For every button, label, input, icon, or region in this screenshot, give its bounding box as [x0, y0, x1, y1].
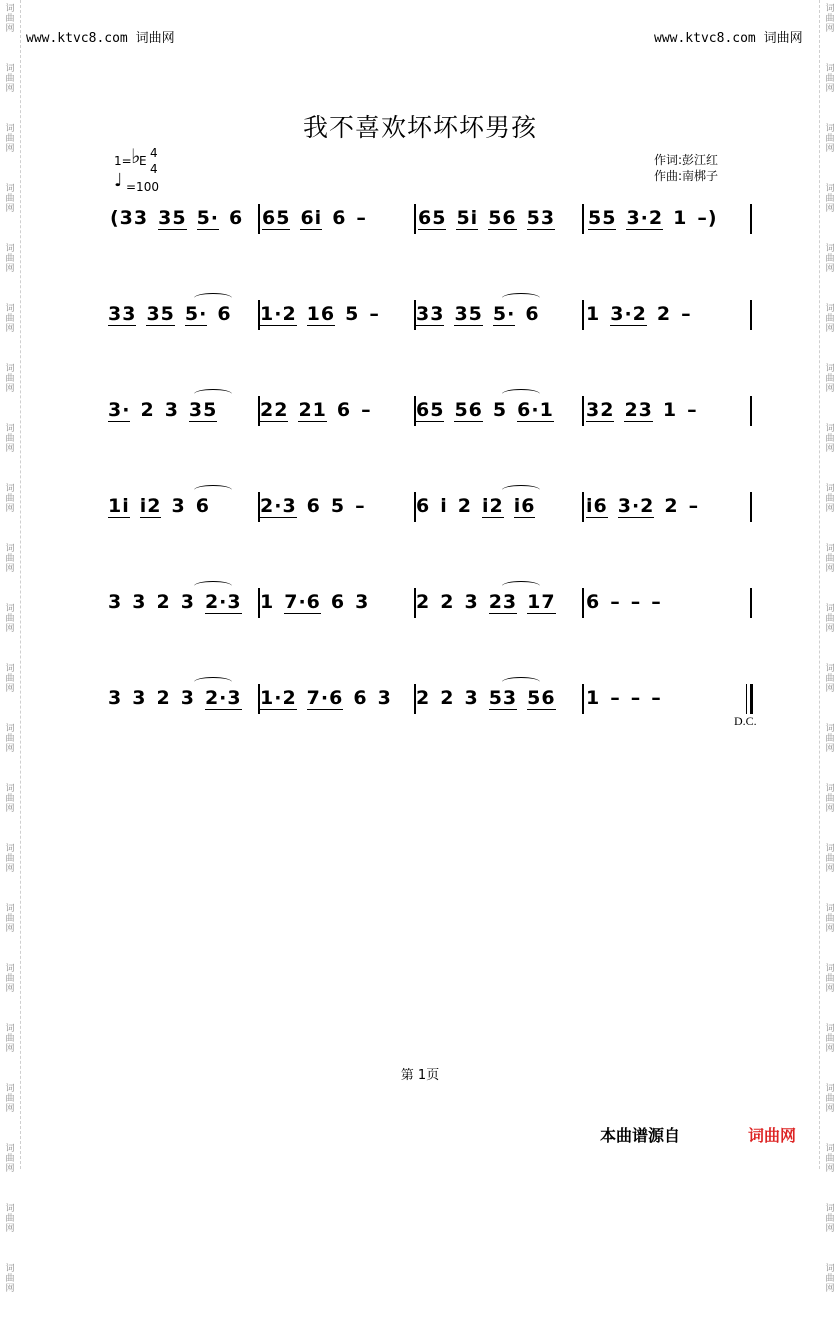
- barline: [750, 588, 752, 618]
- song-title: 我不喜欢坏坏坏男孩: [302, 113, 537, 142]
- note-group: 56: [527, 687, 556, 709]
- note-group: 7·6: [306, 687, 344, 709]
- note-group: 7·6: [284, 591, 321, 613]
- barline: [582, 204, 584, 234]
- credits: [654, 152, 718, 184]
- side-watermark-text: 词 曲 网: [825, 184, 835, 214]
- note-group: 3: [132, 591, 147, 613]
- measure-notes: [586, 303, 702, 325]
- note-group: 6: [353, 687, 368, 709]
- side-watermark-text: 词 曲 网: [5, 904, 15, 934]
- measure-notes: [418, 207, 565, 229]
- da-capo-mark: D.C.: [734, 714, 757, 728]
- note-group: –: [630, 591, 642, 613]
- barline: [750, 396, 752, 426]
- note-group: 6: [330, 591, 346, 613]
- side-watermark-text: 词 曲 网: [5, 484, 15, 514]
- barline: [258, 684, 260, 714]
- measure-notes: [416, 591, 566, 613]
- side-watermark-text: 词 曲 网: [5, 724, 15, 754]
- time-bottom: 4: [150, 162, 158, 176]
- measure-notes: [416, 495, 545, 517]
- side-watermark-text: 词 曲 网: [825, 244, 835, 274]
- composer: 作曲:南梆子: [654, 169, 719, 183]
- barline: [414, 204, 416, 234]
- note-group: 2: [156, 687, 171, 709]
- side-watermark-text: 词 曲 网: [5, 1024, 15, 1054]
- lyricist: 作词:彭江红: [654, 153, 719, 167]
- measure-notes: [260, 591, 379, 613]
- note-group: 65: [416, 399, 445, 421]
- note-group: 2: [656, 303, 672, 325]
- side-watermark-text: 词 曲 网: [825, 304, 835, 334]
- side-watermark-text: 词 曲 网: [825, 4, 835, 34]
- note-group: i6: [513, 495, 536, 517]
- note-group: 2·3: [204, 591, 242, 613]
- side-watermark-text: 词 曲 网: [825, 664, 835, 694]
- side-watermark-text: 词 曲 网: [5, 1084, 15, 1114]
- side-watermark-text: 词 曲 网: [5, 244, 15, 274]
- measure-notes: [262, 207, 377, 229]
- measure-notes: [586, 591, 672, 613]
- measure-notes: [110, 207, 253, 229]
- note-group: 23: [624, 399, 653, 421]
- measure-notes: [586, 399, 708, 421]
- header-right-site: 词曲网: [763, 31, 803, 46]
- note-group: 6: [332, 207, 347, 229]
- note-group: 17: [527, 591, 556, 613]
- side-watermark-text: 词 曲 网: [825, 784, 835, 814]
- slur: [194, 389, 232, 399]
- note-group: 3: [464, 591, 479, 613]
- note-group: 2: [416, 591, 431, 613]
- note-group: 3: [180, 687, 195, 709]
- barline: [582, 396, 584, 426]
- side-watermark-text: 词 曲 网: [825, 124, 835, 154]
- key-prefix: 1=: [114, 154, 132, 168]
- note-group: –: [369, 303, 380, 325]
- barline: [258, 300, 260, 330]
- note-group: 1·2: [260, 687, 297, 709]
- note-group: 3·: [108, 399, 131, 421]
- header-right: [654, 27, 803, 46]
- final-barline-thick: [750, 684, 753, 714]
- note-group: 32: [586, 399, 615, 421]
- slur: [502, 293, 540, 303]
- note-group: 33: [416, 303, 445, 325]
- barline: [750, 300, 752, 330]
- slur: [502, 677, 540, 687]
- key-note: E: [139, 154, 147, 168]
- side-watermark-text: 词 曲 网: [825, 1084, 835, 1114]
- side-watermark-text: 词 曲 网: [825, 1264, 835, 1294]
- barline: [582, 588, 584, 618]
- side-watermark-text: 词 曲 网: [5, 364, 15, 394]
- note-group: 3: [108, 687, 123, 709]
- barline: [582, 492, 584, 522]
- side-watermark-text: 词 曲 网: [825, 604, 835, 634]
- final-barline-thin: [746, 684, 747, 714]
- side-watermark-text: 词 曲 网: [5, 184, 15, 214]
- footer-site-link[interactable]: 词曲网: [748, 1126, 797, 1145]
- note-group: 6i: [300, 207, 323, 229]
- note-group: 6: [217, 303, 232, 325]
- note-group: 2: [664, 495, 679, 517]
- measure-notes: [108, 591, 252, 613]
- note-group: 1: [586, 687, 601, 709]
- note-group: 3: [180, 591, 195, 613]
- note-group: 6: [195, 495, 210, 517]
- note-group: 3: [355, 591, 370, 613]
- side-watermark-text: 词 曲 网: [825, 844, 835, 874]
- flat-symbol: ♭: [131, 144, 141, 168]
- slur: [502, 485, 540, 495]
- measure-notes: [108, 399, 227, 421]
- note-group: –: [651, 687, 662, 709]
- side-watermark-text: 词 曲 网: [825, 424, 835, 454]
- note-group: –): [697, 207, 718, 229]
- barline: [258, 396, 260, 426]
- measure-notes: [586, 687, 672, 709]
- barline: [414, 588, 416, 618]
- barline: [414, 396, 416, 426]
- slur: [502, 581, 540, 591]
- measure-notes: [416, 399, 564, 421]
- side-watermark-text: 词 曲 网: [825, 724, 835, 754]
- measure-notes: [416, 687, 566, 709]
- side-watermark-text: 词 曲 网: [5, 64, 15, 94]
- barline: [258, 204, 260, 234]
- note-group: –: [630, 687, 642, 709]
- note-group: i2: [481, 495, 504, 517]
- side-watermark-text: 词 曲 网: [5, 1204, 15, 1234]
- note-group: 5: [330, 495, 346, 517]
- side-watermark-text: 词 曲 网: [5, 604, 15, 634]
- note-group: –: [610, 687, 621, 709]
- barline: [582, 300, 584, 330]
- side-watermark-text: 词 曲 网: [5, 544, 15, 574]
- measure-notes: [260, 399, 382, 421]
- barline: [258, 492, 260, 522]
- note-group: 2·3: [204, 687, 242, 709]
- measure-notes: [108, 495, 220, 517]
- note-group: –: [610, 591, 621, 613]
- note-group: 35: [188, 399, 218, 421]
- note-group: 3: [132, 687, 147, 709]
- note-group: 1: [662, 399, 678, 421]
- note-group: 3: [171, 495, 186, 517]
- note-group: 3·2: [610, 303, 647, 325]
- measure-notes: [108, 303, 242, 325]
- side-watermark-text: 词 曲 网: [5, 424, 15, 454]
- note-group: –: [681, 303, 692, 325]
- note-group: 6: [229, 207, 244, 229]
- note-group: 2: [440, 687, 455, 709]
- slur: [502, 389, 540, 399]
- measure-notes: [416, 303, 550, 325]
- note-group: 5: [345, 303, 360, 325]
- measure-notes: [260, 495, 376, 517]
- note-group: 16: [306, 303, 336, 325]
- note-group: 1: [673, 207, 688, 229]
- side-watermark-text: 词 曲 网: [5, 1264, 15, 1294]
- side-watermark-text: 词 曲 网: [825, 364, 835, 394]
- side-watermark-text: 词 曲 网: [825, 904, 835, 934]
- note-group: i2: [139, 495, 162, 517]
- note-group: 2: [156, 591, 171, 613]
- side-watermark-text: 词 曲 网: [5, 1144, 15, 1174]
- note-group: 3: [164, 399, 179, 421]
- note-group: 1·2: [260, 303, 297, 325]
- note-group: 2: [140, 399, 155, 421]
- note-group: 6: [336, 399, 352, 421]
- barline: [258, 588, 260, 618]
- barline: [414, 684, 416, 714]
- note-group: 1: [260, 591, 275, 613]
- note-group: 2: [457, 495, 472, 517]
- note-group: 2: [440, 591, 455, 613]
- note-group: –: [355, 495, 366, 517]
- slur: [194, 293, 232, 303]
- note-group: i: [440, 495, 448, 517]
- side-watermark-text: 词 曲 网: [825, 1204, 835, 1234]
- side-watermark-text: 词 曲 网: [5, 4, 15, 34]
- barline: [750, 492, 752, 522]
- note-group: 3: [377, 687, 392, 709]
- note-group: 5·: [196, 207, 220, 229]
- note-group: 1: [586, 303, 601, 325]
- note-group: 35: [454, 303, 483, 325]
- note-group: 53: [488, 687, 518, 709]
- barline: [414, 492, 416, 522]
- time-top: 4: [150, 146, 158, 160]
- note-group: 55: [588, 207, 617, 229]
- note-group: 53: [526, 207, 556, 229]
- note-group: 33: [108, 303, 137, 325]
- side-watermark-text: 词 曲 网: [5, 784, 15, 814]
- note-group: 6: [525, 303, 540, 325]
- note-group: 5·: [184, 303, 208, 325]
- header-right-url[interactable]: www.ktvc8.com: [654, 31, 756, 46]
- slur: [194, 677, 232, 687]
- side-watermark-text: 词 曲 网: [825, 544, 835, 574]
- side-watermark-text: 词 曲 网: [5, 964, 15, 994]
- left-watermark-strip: [0, 0, 21, 1294]
- note-group: 35: [146, 303, 175, 325]
- note-group: 6: [416, 495, 431, 517]
- side-watermark-text: 词 曲 网: [825, 1024, 835, 1054]
- note-group: 5: [492, 399, 508, 421]
- note-group: 5·: [492, 303, 516, 325]
- barline: [750, 204, 752, 234]
- note-group: 3·2: [617, 495, 655, 517]
- right-watermark-strip: [819, 0, 840, 1294]
- note-group: 3: [464, 687, 479, 709]
- note-group: i6: [586, 495, 608, 517]
- note-group: –: [688, 495, 700, 517]
- note-group: –: [687, 399, 698, 421]
- side-watermark-text: 词 曲 网: [5, 844, 15, 874]
- note-group: 2·3: [260, 495, 297, 517]
- note-group: 65: [418, 207, 447, 229]
- note-group: 6·1: [517, 399, 554, 421]
- note-group: 5i: [456, 207, 479, 229]
- side-watermark-text: 词 曲 网: [825, 484, 835, 514]
- header-left: [26, 27, 175, 46]
- barline: [414, 300, 416, 330]
- note-group: 56: [488, 207, 517, 229]
- slur: [194, 581, 232, 591]
- note-group: (33: [110, 207, 149, 229]
- measure-notes: [586, 495, 709, 517]
- tempo-note-icon: ♩: [114, 170, 123, 191]
- side-watermark-text: 词 曲 网: [5, 124, 15, 154]
- note-group: 22: [260, 399, 289, 421]
- note-group: 2: [416, 687, 431, 709]
- note-group: 1i: [108, 495, 130, 517]
- side-watermark-text: 词 曲 网: [5, 304, 15, 334]
- note-group: –: [356, 207, 367, 229]
- measure-notes: [108, 687, 252, 709]
- page-number: 第 1页: [400, 1068, 440, 1083]
- note-group: –: [361, 399, 372, 421]
- note-group: 3·2: [626, 207, 664, 229]
- barline: [582, 684, 584, 714]
- note-group: 23: [488, 591, 518, 613]
- note-group: 21: [298, 399, 327, 421]
- note-group: 6: [586, 591, 601, 613]
- note-group: 35: [158, 207, 187, 229]
- footer-source: 本曲谱源自: [600, 1126, 681, 1145]
- note-group: 6: [306, 495, 321, 517]
- measure-notes: [588, 207, 728, 229]
- note-group: 3: [108, 591, 123, 613]
- measure-notes: [260, 303, 390, 325]
- header-left-site: 词曲网: [135, 31, 175, 46]
- measure-notes: [260, 687, 402, 709]
- note-group: –: [651, 591, 662, 613]
- header-left-url[interactable]: www.ktvc8.com: [26, 31, 128, 46]
- note-group: 56: [454, 399, 483, 421]
- side-watermark-text: 词 曲 网: [5, 664, 15, 694]
- side-watermark-text: 词 曲 网: [825, 1144, 835, 1174]
- side-watermark-text: 词 曲 网: [825, 64, 835, 94]
- side-watermark-text: 词 曲 网: [825, 964, 835, 994]
- note-group: 65: [262, 207, 291, 229]
- tempo-value: =100: [126, 180, 159, 194]
- slur: [194, 485, 232, 495]
